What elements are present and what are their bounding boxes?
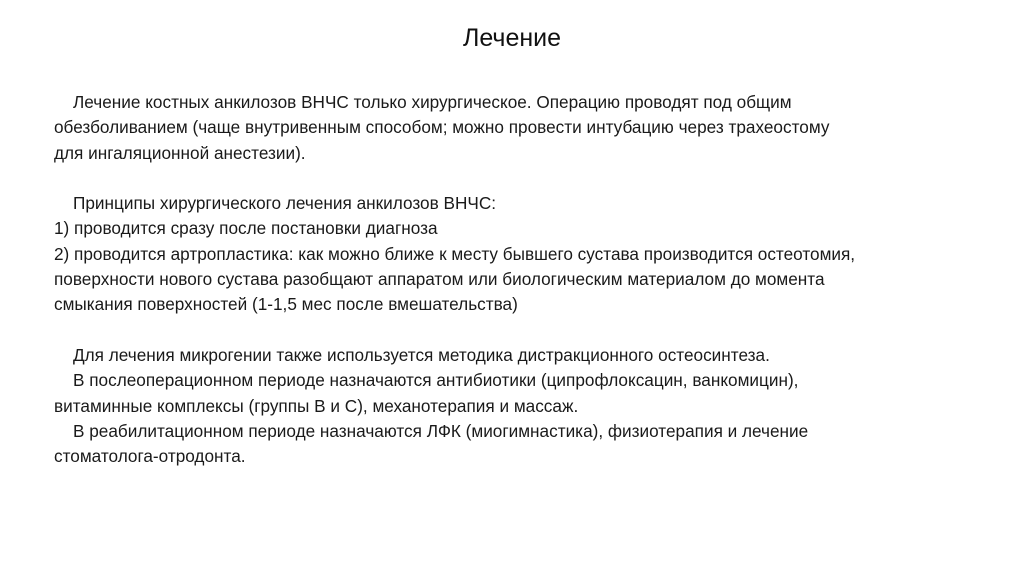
paragraph-spacer	[54, 166, 974, 191]
text-line: смыкания поверхностей (1-1,5 мес после вмешательства)	[54, 294, 518, 315]
slide-title: Лечение	[462, 24, 562, 52]
text-line: Для лечения микрогении также используется методика дистракционного остеосинтеза.	[73, 344, 770, 365]
paragraph-surgery-intro	[54, 90, 974, 166]
principle-item: 2) проводится артропластика: как можно ближе к месту бывшего сустава производится остеотомия,	[54, 243, 856, 264]
principles-heading: Принципы хирургического лечения анкилозов ВНЧС:	[73, 193, 497, 214]
text-line: обезболиванием (чаще внутривенным способом; можно провести интубацию через трахеостому	[54, 117, 830, 138]
paragraph-principles	[54, 191, 974, 317]
text-line: поверхности нового сустава разобщают аппаратом или биологическим материалом до момента	[54, 269, 825, 290]
text-line: В реабилитационном периоде назначаются ЛФК (миогимнастика), физиотерапия и лечение	[73, 420, 809, 441]
text-line: стоматолога-отродонта.	[54, 446, 246, 467]
paragraph-aftercare	[54, 343, 974, 469]
text-line: для ингаляционной анестезии).	[54, 142, 306, 163]
text-line: В послеоперационном периоде назначаются антибиотики (ципрофлоксацин, ванкомицин),	[73, 370, 799, 391]
principle-item: 1) проводится сразу после постановки диагноза	[54, 218, 438, 239]
text-line: Лечение костных анкилозов ВНЧС только хирургическое. Операцию проводят под общим	[73, 92, 792, 112]
slide-body	[54, 90, 974, 469]
text-line: витаминные комплексы (группы В и С), механотерапия и массаж.	[54, 395, 579, 416]
paragraph-spacer	[54, 318, 974, 343]
